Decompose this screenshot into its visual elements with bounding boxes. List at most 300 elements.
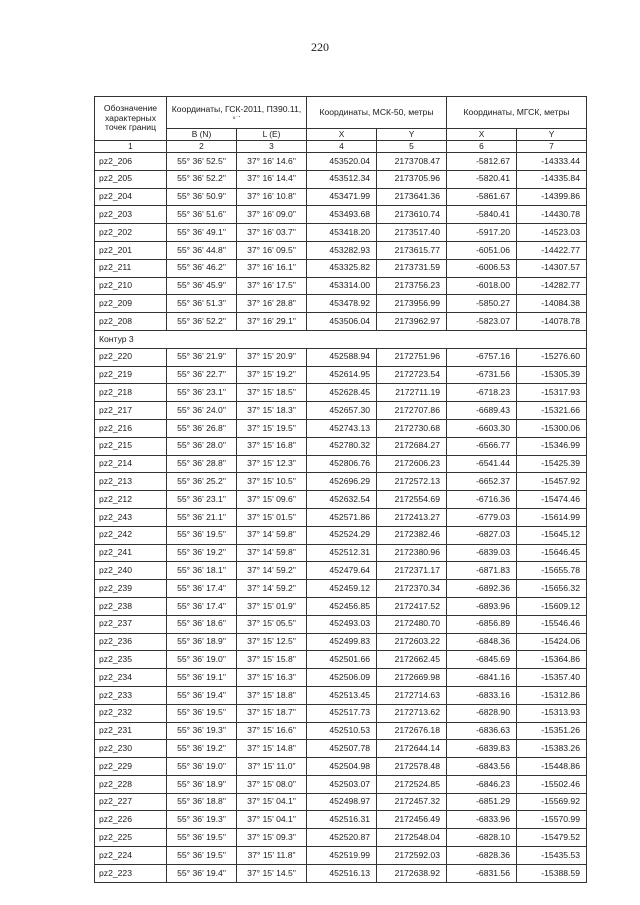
point-id-cell: pz2_238: [95, 597, 167, 615]
table-row: [95, 455, 587, 473]
longitude-cell: 37° 16' 09.5": [237, 241, 307, 259]
longitude-cell: 37° 15' 16.6": [237, 722, 307, 740]
latitude-cell: 55° 36' 19.4": [167, 686, 237, 704]
latitude-cell: 55° 36' 50.9": [167, 188, 237, 206]
latitude-cell: 55° 36' 44.8": [167, 241, 237, 259]
mgsk-x-cell: -5917.20: [447, 224, 517, 242]
longitude-cell: 37° 15' 11.8": [237, 847, 307, 865]
mgsk-x-cell: -6779.03: [447, 508, 517, 526]
longitude-cell: 37° 15' 20.9": [237, 348, 307, 366]
longitude-cell: 37° 15' 12.5": [237, 633, 307, 651]
mgsk-y-cell: -14399.86: [517, 188, 587, 206]
point-id-cell: pz2_206: [95, 153, 167, 171]
longitude-cell: 37° 14' 59.8": [237, 526, 307, 544]
longitude-cell: 37° 14' 59.2": [237, 562, 307, 580]
msk-x-cell: 452493.03: [307, 615, 377, 633]
mgsk-x-cell: -6828.90: [447, 704, 517, 722]
longitude-cell: 37° 16' 03.7": [237, 224, 307, 242]
msk-y-cell: 2172713.62: [377, 704, 447, 722]
table-row: [95, 704, 587, 722]
mgsk-y-cell: -14307.57: [517, 259, 587, 277]
table-row: [95, 811, 587, 829]
table-row: [95, 277, 587, 295]
mgsk-x-cell: -6839.03: [447, 544, 517, 562]
latitude-cell: 55° 36' 17.4": [167, 580, 237, 598]
table-row: [95, 651, 587, 669]
mgsk-y-cell: -14335.84: [517, 170, 587, 188]
mgsk-y-cell: -15448.86: [517, 758, 587, 776]
table-row: [95, 473, 587, 491]
mgsk-y-cell: -15609.12: [517, 597, 587, 615]
subheader-y-msk: Y: [377, 129, 447, 141]
point-id-cell: pz2_215: [95, 437, 167, 455]
msk-x-cell: 452614.95: [307, 366, 377, 384]
table-row: [95, 295, 587, 313]
point-id-cell: pz2_208: [95, 313, 167, 331]
mgsk-x-cell: -6541.44: [447, 455, 517, 473]
msk-y-cell: 2172480.70: [377, 615, 447, 633]
msk-x-cell: 452632.54: [307, 491, 377, 509]
mgsk-x-cell: -6831.56: [447, 864, 517, 882]
longitude-cell: 37° 16' 16.1": [237, 259, 307, 277]
mgsk-x-cell: -6716.36: [447, 491, 517, 509]
mgsk-y-cell: -15614.99: [517, 508, 587, 526]
section-label: Контур 3: [95, 330, 587, 348]
latitude-cell: 55° 36' 23.1": [167, 491, 237, 509]
mgsk-y-cell: -15425.39: [517, 455, 587, 473]
msk-y-cell: 2172638.92: [377, 864, 447, 882]
point-id-cell: pz2_233: [95, 686, 167, 704]
table-row: [95, 544, 587, 562]
longitude-cell: 37° 16' 14.4": [237, 170, 307, 188]
mgsk-x-cell: -6843.56: [447, 758, 517, 776]
longitude-cell: 37° 16' 29.1": [237, 313, 307, 331]
msk-x-cell: 453471.99: [307, 188, 377, 206]
msk-y-cell: 2172603.22: [377, 633, 447, 651]
latitude-cell: 55° 36' 21.9": [167, 348, 237, 366]
msk-x-cell: 452517.73: [307, 704, 377, 722]
msk-y-cell: 2172676.18: [377, 722, 447, 740]
latitude-cell: 55° 36' 49.1": [167, 224, 237, 242]
mgsk-x-cell: -6603.30: [447, 419, 517, 437]
mgsk-y-cell: -15569.92: [517, 793, 587, 811]
latitude-cell: 55° 36' 25.2": [167, 473, 237, 491]
mgsk-x-cell: -5823.07: [447, 313, 517, 331]
subheader-l: L (E): [237, 129, 307, 141]
point-id-cell: pz2_220: [95, 348, 167, 366]
mgsk-y-cell: -15321.66: [517, 402, 587, 420]
latitude-cell: 55° 36' 19.0": [167, 758, 237, 776]
table-row: [95, 348, 587, 366]
header-mgsk-coordinates: Координаты, МГСК, метры: [447, 97, 587, 129]
msk-x-cell: 452696.29: [307, 473, 377, 491]
coordinates-table-body: [95, 97, 587, 883]
msk-x-cell: 453512.34: [307, 170, 377, 188]
msk-y-cell: 2173610.74: [377, 206, 447, 224]
mgsk-y-cell: -15317.93: [517, 384, 587, 402]
mgsk-y-cell: -14333.44: [517, 153, 587, 171]
msk-y-cell: 2172644.14: [377, 740, 447, 758]
msk-x-cell: 452510.53: [307, 722, 377, 740]
latitude-cell: 55° 36' 19.1": [167, 669, 237, 687]
mgsk-y-cell: -15646.45: [517, 544, 587, 562]
msk-x-cell: 452456.85: [307, 597, 377, 615]
mgsk-y-cell: -15351.26: [517, 722, 587, 740]
longitude-cell: 37° 15' 04.1": [237, 811, 307, 829]
latitude-cell: 55° 36' 52.2": [167, 170, 237, 188]
table-row: [95, 224, 587, 242]
latitude-cell: 55° 36' 46.2": [167, 259, 237, 277]
mgsk-x-cell: -6757.16: [447, 348, 517, 366]
latitude-cell: 55° 36' 45.9": [167, 277, 237, 295]
msk-x-cell: 452503.07: [307, 775, 377, 793]
table-row: [95, 669, 587, 687]
longitude-cell: 37° 15' 11.0": [237, 758, 307, 776]
msk-x-cell: 452498.97: [307, 793, 377, 811]
longitude-cell: 37° 15' 14.5": [237, 864, 307, 882]
longitude-cell: 37° 15' 01.5": [237, 508, 307, 526]
mgsk-x-cell: -6833.16: [447, 686, 517, 704]
mgsk-x-cell: -6845.69: [447, 651, 517, 669]
longitude-cell: 37° 15' 18.7": [237, 704, 307, 722]
msk-x-cell: 453325.82: [307, 259, 377, 277]
latitude-cell: 55° 36' 18.8": [167, 793, 237, 811]
mgsk-x-cell: -6846.23: [447, 775, 517, 793]
latitude-cell: 55° 36' 28.8": [167, 455, 237, 473]
page-number: 220: [311, 40, 329, 54]
msk-x-cell: 452504.98: [307, 758, 377, 776]
msk-x-cell: 452507.78: [307, 740, 377, 758]
mgsk-y-cell: -15645.12: [517, 526, 587, 544]
header-gsk-coordinates: [167, 97, 307, 129]
table-row: [95, 633, 587, 651]
mgsk-x-cell: -5820.41: [447, 170, 517, 188]
point-id-cell: pz2_204: [95, 188, 167, 206]
table-row: [95, 722, 587, 740]
point-id-cell: pz2_209: [95, 295, 167, 313]
mgsk-y-cell: -14282.77: [517, 277, 587, 295]
subheader-x-msk: X: [307, 129, 377, 141]
point-id-cell: pz2_224: [95, 847, 167, 865]
point-id-cell: pz2_232: [95, 704, 167, 722]
subheader-row: [95, 129, 587, 141]
point-id-cell: pz2_212: [95, 491, 167, 509]
latitude-cell: 55° 36' 24.0": [167, 402, 237, 420]
mgsk-x-cell: -6827.03: [447, 526, 517, 544]
mgsk-x-cell: -6051.06: [447, 241, 517, 259]
table-row: [95, 170, 587, 188]
mgsk-x-cell: -6892.36: [447, 580, 517, 598]
latitude-cell: 55° 36' 28.0": [167, 437, 237, 455]
latitude-cell: 55° 36' 18.6": [167, 615, 237, 633]
table-row: [95, 188, 587, 206]
point-id-cell: pz2_229: [95, 758, 167, 776]
longitude-cell: 37° 15' 14.8": [237, 740, 307, 758]
subheader-x-mgsk: X: [447, 129, 517, 141]
header-msk-coordinates: Координаты, МСК-50, метры: [307, 97, 447, 129]
point-id-cell: pz2_219: [95, 366, 167, 384]
mgsk-y-cell: -15364.86: [517, 651, 587, 669]
table-row: [95, 366, 587, 384]
longitude-cell: 37° 15' 19.5": [237, 419, 307, 437]
msk-y-cell: 2172382.46: [377, 526, 447, 544]
msk-x-cell: 452524.29: [307, 526, 377, 544]
mgsk-y-cell: -15276.60: [517, 348, 587, 366]
mgsk-x-cell: -6718.23: [447, 384, 517, 402]
mgsk-x-cell: -6871.83: [447, 562, 517, 580]
msk-y-cell: 2173756.23: [377, 277, 447, 295]
mgsk-x-cell: -6841.16: [447, 669, 517, 687]
longitude-cell: 37° 16' 10.8": [237, 188, 307, 206]
mgsk-x-cell: -6839.83: [447, 740, 517, 758]
point-id-cell: pz2_239: [95, 580, 167, 598]
msk-x-cell: 452516.31: [307, 811, 377, 829]
column-number: 1: [95, 141, 167, 153]
mgsk-y-cell: -15474.46: [517, 491, 587, 509]
longitude-cell: 37° 15' 05.5": [237, 615, 307, 633]
point-id-cell: pz2_205: [95, 170, 167, 188]
header-row: [95, 97, 587, 129]
mgsk-x-cell: -5840.41: [447, 206, 517, 224]
msk-y-cell: 2172669.98: [377, 669, 447, 687]
mgsk-y-cell: -15570.99: [517, 811, 587, 829]
mgsk-y-cell: -15457.92: [517, 473, 587, 491]
coordinates-table: [94, 96, 587, 883]
table-row: [95, 402, 587, 420]
table-row: [95, 206, 587, 224]
mgsk-y-cell: -15300.06: [517, 419, 587, 437]
mgsk-y-cell: -15313.93: [517, 704, 587, 722]
mgsk-x-cell: -6566.77: [447, 437, 517, 455]
msk-x-cell: 452499.83: [307, 633, 377, 651]
longitude-cell: 37° 16' 09.0": [237, 206, 307, 224]
msk-x-cell: 453520.04: [307, 153, 377, 171]
table-row: [95, 153, 587, 171]
msk-y-cell: 2172662.45: [377, 651, 447, 669]
mgsk-y-cell: -14430.78: [517, 206, 587, 224]
point-id-cell: pz2_223: [95, 864, 167, 882]
latitude-cell: 55° 36' 52.2": [167, 313, 237, 331]
msk-y-cell: 2172684.27: [377, 437, 447, 455]
msk-x-cell: 452806.76: [307, 455, 377, 473]
point-id-cell: pz2_227: [95, 793, 167, 811]
msk-x-cell: 452780.32: [307, 437, 377, 455]
table-row: [95, 758, 587, 776]
point-id-cell: pz2_231: [95, 722, 167, 740]
mgsk-x-cell: -6836.63: [447, 722, 517, 740]
mgsk-x-cell: -6018.00: [447, 277, 517, 295]
longitude-cell: 37° 15' 09.3": [237, 829, 307, 847]
point-id-cell: pz2_202: [95, 224, 167, 242]
mgsk-y-cell: -15656.32: [517, 580, 587, 598]
msk-y-cell: 2173705.96: [377, 170, 447, 188]
msk-x-cell: 452516.13: [307, 864, 377, 882]
table-row: [95, 526, 587, 544]
latitude-cell: 55° 36' 51.6": [167, 206, 237, 224]
longitude-cell: 37° 15' 08.0": [237, 775, 307, 793]
point-id-cell: pz2_235: [95, 651, 167, 669]
latitude-cell: 55° 36' 21.1": [167, 508, 237, 526]
mgsk-x-cell: -5850.27: [447, 295, 517, 313]
latitude-cell: 55° 36' 17.4": [167, 597, 237, 615]
msk-y-cell: 2173517.40: [377, 224, 447, 242]
point-id-cell: pz2_203: [95, 206, 167, 224]
msk-y-cell: 2172380.96: [377, 544, 447, 562]
msk-y-cell: 2172592.03: [377, 847, 447, 865]
point-id-cell: pz2_213: [95, 473, 167, 491]
msk-y-cell: 2173962.97: [377, 313, 447, 331]
msk-y-cell: 2172707.86: [377, 402, 447, 420]
msk-x-cell: 452459.12: [307, 580, 377, 598]
latitude-cell: 55° 36' 22.7": [167, 366, 237, 384]
latitude-cell: 55° 36' 19.0": [167, 651, 237, 669]
msk-y-cell: 2173708.47: [377, 153, 447, 171]
longitude-cell: 37° 15' 04.1": [237, 793, 307, 811]
table-row: [95, 437, 587, 455]
msk-x-cell: 453478.92: [307, 295, 377, 313]
latitude-cell: 55° 36' 19.2": [167, 544, 237, 562]
latitude-cell: 55° 36' 19.5": [167, 829, 237, 847]
latitude-cell: 55° 36' 19.5": [167, 526, 237, 544]
mgsk-y-cell: -14422.77: [517, 241, 587, 259]
point-id-cell: pz2_217: [95, 402, 167, 420]
table-row: [95, 775, 587, 793]
mgsk-y-cell: -15546.46: [517, 615, 587, 633]
header-gsk-title: Координаты, ГСК-2011, ПЗ90.11,: [171, 104, 302, 115]
point-id-cell: pz2_226: [95, 811, 167, 829]
msk-y-cell: 2172524.85: [377, 775, 447, 793]
mgsk-x-cell: -6848.36: [447, 633, 517, 651]
longitude-cell: 37° 15' 01.9": [237, 597, 307, 615]
latitude-cell: 55° 36' 19.2": [167, 740, 237, 758]
subheader-b: B (N): [167, 129, 237, 141]
table-row: [95, 686, 587, 704]
msk-y-cell: 2172711.19: [377, 384, 447, 402]
latitude-cell: 55° 36' 19.3": [167, 811, 237, 829]
mgsk-y-cell: -14078.78: [517, 313, 587, 331]
table-row: [95, 313, 587, 331]
msk-x-cell: 452513.45: [307, 686, 377, 704]
column-number: 5: [377, 141, 447, 153]
table-row: [95, 740, 587, 758]
msk-x-cell: 453493.68: [307, 206, 377, 224]
msk-x-cell: 452657.30: [307, 402, 377, 420]
latitude-cell: 55° 36' 19.3": [167, 722, 237, 740]
mgsk-x-cell: -6851.29: [447, 793, 517, 811]
longitude-cell: 37° 16' 17.5": [237, 277, 307, 295]
msk-y-cell: 2172413.27: [377, 508, 447, 526]
msk-x-cell: 453282.93: [307, 241, 377, 259]
table-row: [95, 562, 587, 580]
latitude-cell: 55° 36' 19.5": [167, 847, 237, 865]
longitude-cell: 37° 15' 16.8": [237, 437, 307, 455]
mgsk-x-cell: -6828.36: [447, 847, 517, 865]
msk-x-cell: 452571.86: [307, 508, 377, 526]
longitude-cell: 37° 15' 18.5": [237, 384, 307, 402]
latitude-cell: 55° 36' 18.9": [167, 775, 237, 793]
msk-y-cell: 2172457.32: [377, 793, 447, 811]
mgsk-x-cell: -6856.89: [447, 615, 517, 633]
header-gsk-units: о ‘ “: [232, 114, 241, 120]
column-number: 6: [447, 141, 517, 153]
longitude-cell: 37° 14' 59.2": [237, 580, 307, 598]
point-id-cell: pz2_201: [95, 241, 167, 259]
msk-y-cell: 2172456.49: [377, 811, 447, 829]
table-row: [95, 864, 587, 882]
mgsk-y-cell: -15655.78: [517, 562, 587, 580]
msk-x-cell: 452519.99: [307, 847, 377, 865]
mgsk-y-cell: -14084.38: [517, 295, 587, 313]
mgsk-x-cell: -6833.96: [447, 811, 517, 829]
longitude-cell: 37° 15' 18.8": [237, 686, 307, 704]
table-row: [95, 384, 587, 402]
latitude-cell: 55° 36' 18.9": [167, 633, 237, 651]
point-id-cell: pz2_210: [95, 277, 167, 295]
table-row: [95, 419, 587, 437]
point-id-cell: pz2_214: [95, 455, 167, 473]
msk-x-cell: 452512.31: [307, 544, 377, 562]
mgsk-y-cell: -15346.99: [517, 437, 587, 455]
msk-x-cell: 453418.20: [307, 224, 377, 242]
mgsk-y-cell: -15435.53: [517, 847, 587, 865]
point-id-cell: pz2_234: [95, 669, 167, 687]
mgsk-y-cell: -15479.52: [517, 829, 587, 847]
latitude-cell: 55° 36' 51.3": [167, 295, 237, 313]
table-row: [95, 615, 587, 633]
msk-y-cell: 2172714.63: [377, 686, 447, 704]
latitude-cell: 55° 36' 52.5": [167, 153, 237, 171]
msk-x-cell: 452479.64: [307, 562, 377, 580]
point-id-cell: pz2_216: [95, 419, 167, 437]
longitude-cell: 37° 16' 28.8": [237, 295, 307, 313]
mgsk-x-cell: -5861.67: [447, 188, 517, 206]
table-row: [95, 491, 587, 509]
header-point-designation: Обозначение характерных точек границ: [95, 97, 167, 141]
longitude-cell: 37° 15' 12.3": [237, 455, 307, 473]
msk-y-cell: 2172606.23: [377, 455, 447, 473]
msk-x-cell: 453314.00: [307, 277, 377, 295]
mgsk-y-cell: -15502.46: [517, 775, 587, 793]
msk-y-cell: 2173731.59: [377, 259, 447, 277]
msk-y-cell: 2173615.77: [377, 241, 447, 259]
column-number: 3: [237, 141, 307, 153]
msk-x-cell: 452520.87: [307, 829, 377, 847]
mgsk-y-cell: -15388.59: [517, 864, 587, 882]
section-row: [95, 330, 587, 348]
msk-x-cell: 453506.04: [307, 313, 377, 331]
msk-x-cell: 452743.13: [307, 419, 377, 437]
table-row: [95, 793, 587, 811]
mgsk-x-cell: -6731.56: [447, 366, 517, 384]
latitude-cell: 55° 36' 19.5": [167, 704, 237, 722]
latitude-cell: 55° 36' 18.1": [167, 562, 237, 580]
point-id-cell: pz2_236: [95, 633, 167, 651]
table-row: [95, 259, 587, 277]
mgsk-y-cell: -15424.06: [517, 633, 587, 651]
point-id-cell: pz2_242: [95, 526, 167, 544]
msk-y-cell: 2172548.04: [377, 829, 447, 847]
msk-y-cell: 2173641.36: [377, 188, 447, 206]
msk-y-cell: 2172578.48: [377, 758, 447, 776]
latitude-cell: 55° 36' 26.8": [167, 419, 237, 437]
column-number: 4: [307, 141, 377, 153]
table-row: [95, 580, 587, 598]
latitude-cell: 55° 36' 23.1": [167, 384, 237, 402]
column-number: 2: [167, 141, 237, 153]
longitude-cell: 37° 15' 19.2": [237, 366, 307, 384]
msk-x-cell: 452506.09: [307, 669, 377, 687]
longitude-cell: 37° 15' 18.3": [237, 402, 307, 420]
